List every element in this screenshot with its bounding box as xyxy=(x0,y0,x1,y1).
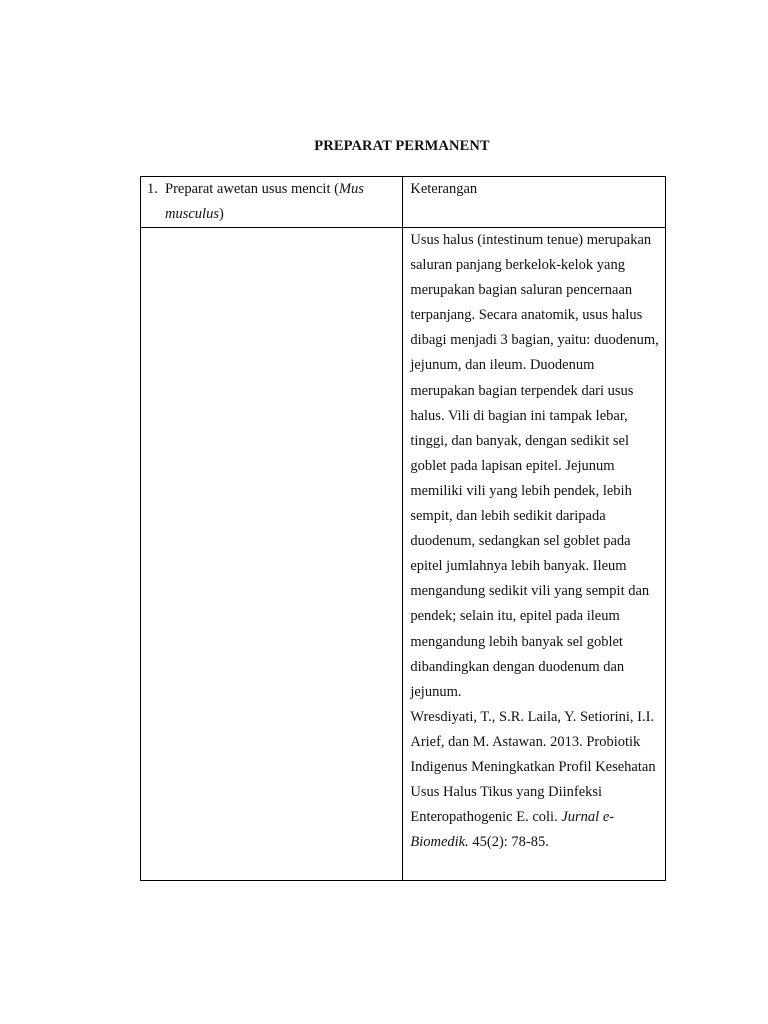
specimen-species: Mus musculus xyxy=(165,181,364,222)
description-cell xyxy=(403,228,666,881)
reference-citation xyxy=(410,705,659,856)
page-title: PREPARAT PERMANENT xyxy=(314,138,490,154)
table-body-row xyxy=(141,228,666,881)
table-header-row xyxy=(141,177,666,228)
description-text: Usus halus (intestinum tenue) merupakan saluran panjang berkelok-kelok yang merupakan bagian saluran pencernaan terpanjang. Secara anatomik, usus halus dibagi menjadi 3 bagian, yaitu: duodenum, jejunum, dan ileum. Duodenum merupakan bagian terpendek dari usus halus. Vili di bagian ini tampak lebar, tinggi, dan banyak, dengan sedikit sel goblet pada lapisan epitel. Jejunum memiliki vili yang lebih pendek, lebih sempit, dan lebih sedikit daripada duodenum, sedangkan sel goblet pada epitel jumlahnya lebih banyak. Ileum mengandung sedikit vili yang sempit dan pendek; selain itu, epitel pada ileum mengandung lebih banyak sel goblet dibandingkan dengan duodenum dan jejunum. xyxy=(410,232,659,700)
reference-authors-title: Wresdiyati, T., S.R. Laila, Y. Setiorini, I.I. Arief, dan M. Astawan. 2013. Probiotik Indigenus Meningkatkan Profil Kesehatan Usus Halus Tikus yang Diinfeksi Enteropathogenic E. coli. xyxy=(410,708,656,826)
header-right-cell xyxy=(403,177,666,228)
reference-volume-pages: 45(2): 78-85. xyxy=(472,834,549,851)
header-left-cell xyxy=(141,177,403,228)
specimen-name xyxy=(165,177,396,227)
header-keterangan: Keterangan xyxy=(410,181,478,197)
image-cell xyxy=(141,228,403,881)
item-number: 1. xyxy=(147,181,158,197)
specimen-table xyxy=(140,176,666,881)
specimen-name-suffix: ) xyxy=(218,206,224,222)
specimen-name-prefix: Preparat awetan usus mencit ( xyxy=(165,181,339,197)
reference-journal: Jurnal e-Biomedik. xyxy=(410,809,615,851)
empty-image-area xyxy=(141,228,402,880)
